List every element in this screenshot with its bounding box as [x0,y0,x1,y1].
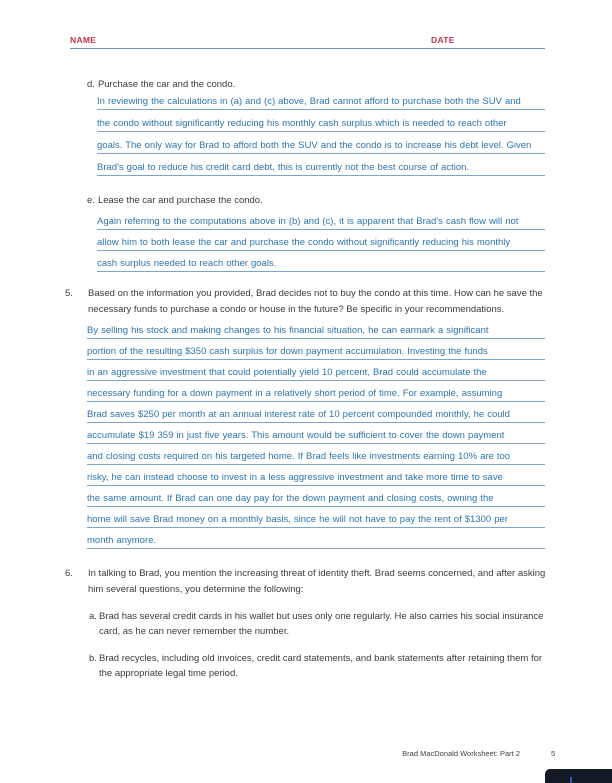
answer-line [87,402,545,423]
answer-line-text: By selling his stock and making changes to his financial situation, he can earmark a significant [87,325,489,336]
question-5-number: 5. [65,288,73,299]
subitem-b-marker: b. [89,653,97,664]
answer-line [87,465,545,486]
subitem-a-text: Brad has several credit cards in his wallet but uses only one regularly. He also carries his social insurance card, as he can never remember the number. [99,611,544,638]
name-label: NAME [70,35,97,45]
answer-line [87,507,545,528]
answer-line-text: the condo without significantly reducing his monthly cash surplus which is needed to reach other [97,118,507,129]
question-5-text: Based on the information you provided, Brad decides not to buy the condo at this time. How can he save the necessary funds to purchase a condo or house in the future? Be specific in your recommendations. [88,288,543,315]
answer-line-text: and closing costs required on his targeted home. If Brad feels like investments earning 10% are too [87,451,511,462]
question-6 [65,566,548,598]
answer-line-text: allow him to both lease the car and purchase the condo without significantly reducing his monthly [97,237,511,248]
answer-line-text: risky, he can instead choose to invest in a less aggressive investment and take more time to save [87,472,503,483]
answer-line-text: home will save Brad money on a monthly basis, since he will not have to pay the rent of $1300 per [87,514,508,525]
answer-line-text: Again referring to the computations above in (b) and (c), it is apparent that Brad's cash flow will not [97,216,519,227]
answer-line-text: Brad's goal to reduce his credit card debt, this is currently not the best course of action. [97,162,470,173]
answer-line [87,339,545,360]
answer-line [87,423,545,444]
floating-button[interactable] [545,769,612,783]
answer-line [87,360,545,381]
item-e-answer [97,209,545,272]
answer-line [97,110,545,132]
item-e-marker: e. [87,195,95,206]
subitem-a-marker: a. [89,611,97,622]
answer-line [87,444,545,465]
answer-line-text: Brad saves $250 per month at an annual interest rate of 10 percent compounded monthly, he could [87,409,510,420]
item-d-title-text: Purchase the car and the condo. [97,79,236,90]
date-label: DATE [431,35,455,45]
answer-line-text: portion of the resulting $350 cash surplus for down payment accumulation. Investing the funds [87,346,488,357]
question-6-subitem-b [89,651,557,682]
answer-line [87,486,545,507]
answer-line [97,88,545,110]
subitem-b-text: Brad recycles, including old invoices, credit card statements, and bank statements after retaining them for the appropriate legal time period. [99,653,543,680]
header-rule [70,48,545,49]
question-5-answer [87,318,545,549]
answer-line [87,318,545,339]
answer-line-text: necessary funding for a down payment in a relatively short period of time. For example, assuming [87,388,503,399]
page-footer [0,749,612,761]
answer-line-text: cash surplus needed to reach other goals. [97,258,277,269]
answer-line-text: the same amount. If Brad can one day pay for the down payment and closing costs, owning the [87,493,494,504]
answer-line [97,230,545,251]
corner-accent-icon [570,777,572,783]
answer-line-text: goals. The only way for Brad to afford both the SUV and the condo is to increase his debt level. Given [97,140,532,151]
footer-page-number: 5 [551,749,556,758]
item-e-title-text: Lease the car and purchase the condo. [97,195,263,206]
answer-line [87,528,545,549]
question-6-text: In talking to Brad, you mention the increasing threat of identity theft. Brad seems concerned, and after asking him several questions, you determine the following: [88,568,546,595]
answer-line [97,209,545,230]
item-d-answer [97,88,545,176]
item-d-marker: d. [87,79,95,90]
answer-line-text: accumulate $19 359 in just five years. This amount would be sufficient to cover the down payment [87,430,505,441]
question-6-subitem-a [89,609,557,640]
footer-worksheet-title: Brad MacDonald Worksheet: Part 2 [402,749,520,758]
answer-line [97,132,545,154]
answer-line [87,381,545,402]
answer-line [97,251,545,272]
answer-line-text: in an aggressive investment that could potentially yield 10 percent, Brad could accumulate the [87,367,487,378]
question-5 [65,286,548,318]
question-6-number: 6. [65,568,73,579]
answer-line-text: In reviewing the calculations in (a) and (c) above, Brad cannot afford to purchase both the SUV and [97,96,521,107]
answer-line-text: month anymore. [87,535,157,546]
item-e-title [87,195,263,206]
answer-line [97,154,545,176]
